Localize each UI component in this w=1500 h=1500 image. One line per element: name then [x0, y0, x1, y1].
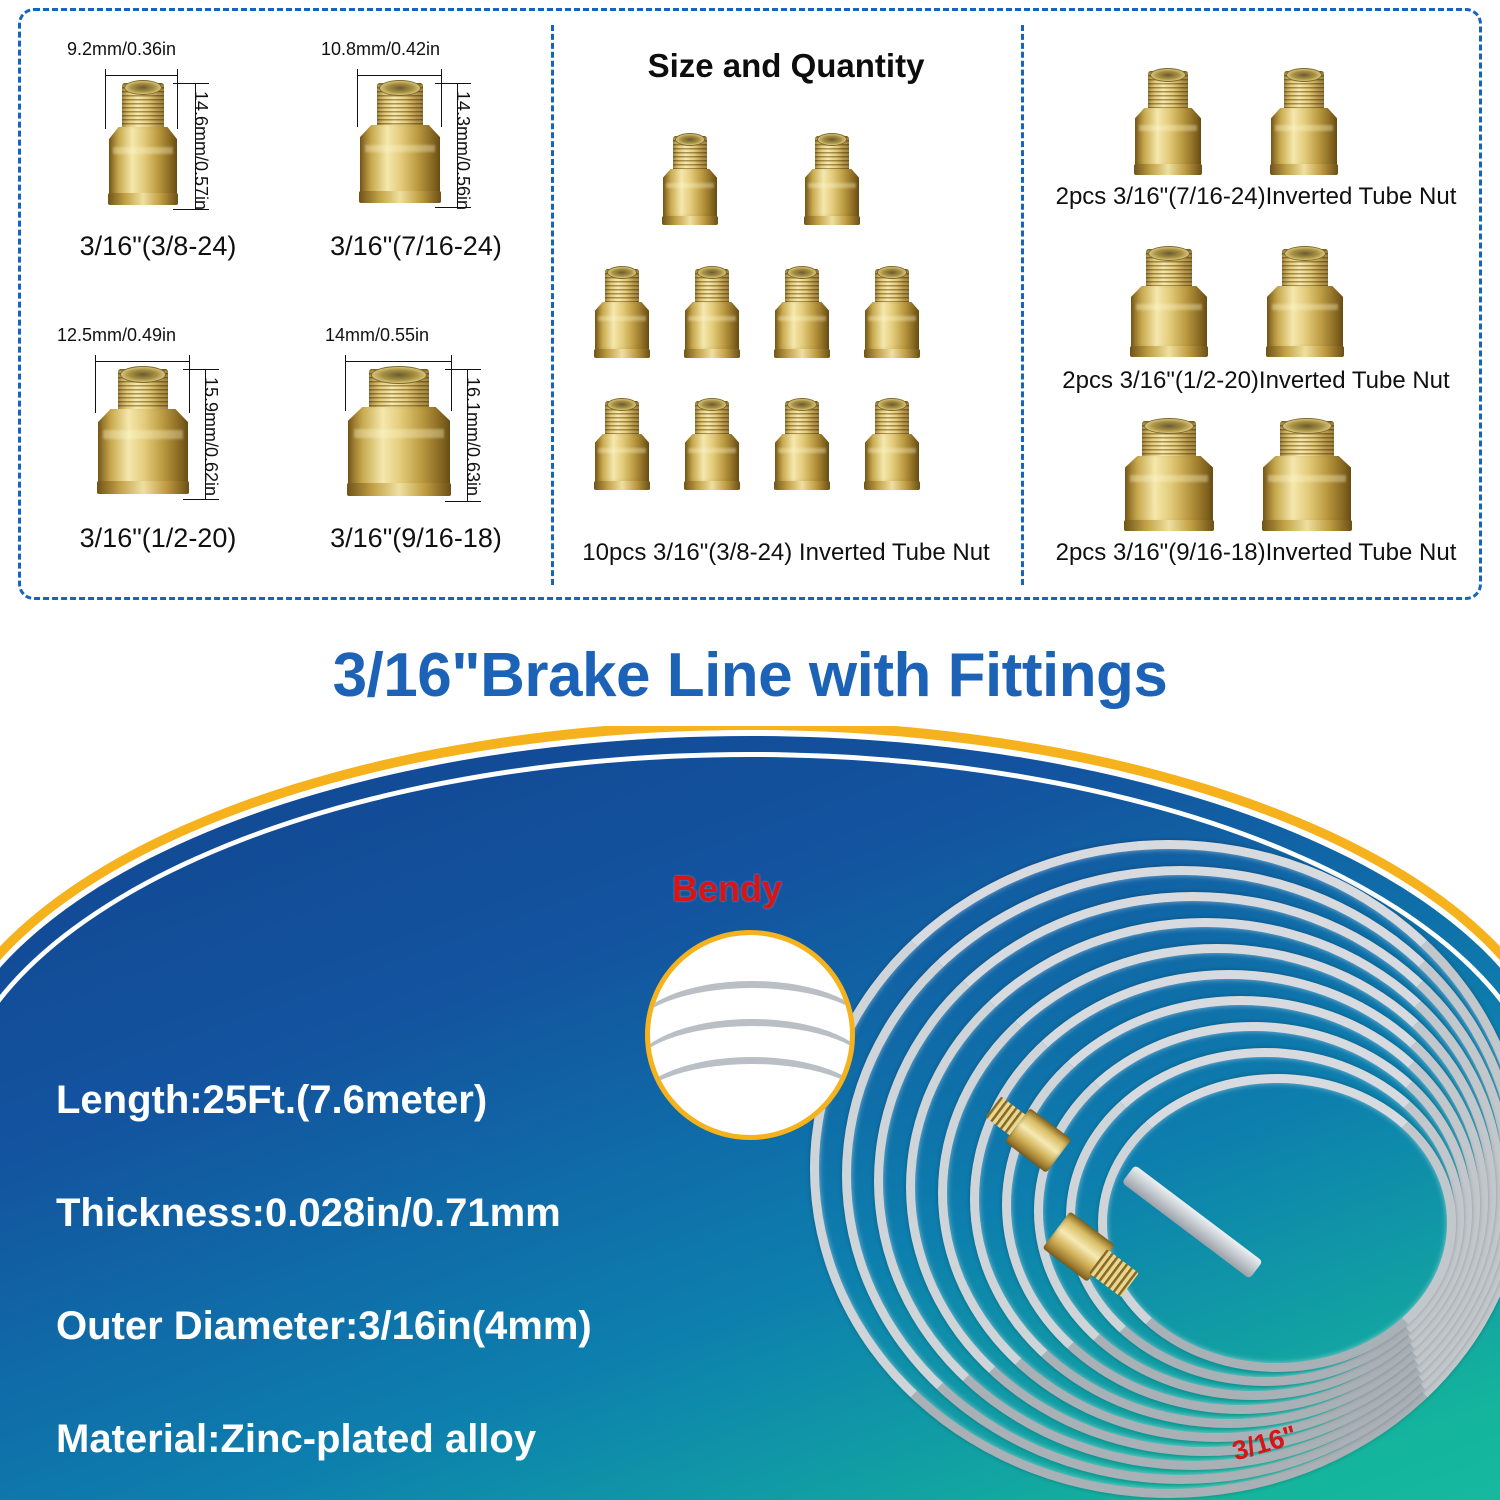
right-nut-9-16-18-a [1123, 421, 1215, 539]
width-dimension-label: 12.5mm/0.49in [57, 325, 177, 345]
nut-top-hole [697, 398, 727, 411]
height-tick-bottom [183, 499, 219, 500]
bendy-label: Bendy [672, 868, 783, 909]
mid-nut-7 [593, 401, 651, 493]
nut-hex-body [663, 169, 717, 223]
nut-top-hole [120, 366, 166, 383]
width-dimension-label: 10.8mm/0.42in [321, 39, 441, 59]
nut-collar [359, 191, 441, 203]
nut-collar [662, 216, 718, 225]
nut-hex-body [1125, 456, 1213, 528]
nut-top-hole [675, 133, 705, 146]
nut-hex-body [805, 169, 859, 223]
tube-size-label: 3/16" [1228, 1419, 1301, 1467]
nut-caption-3-8-24: 3/16"(3/8-24) [79, 231, 237, 261]
nut-collar [864, 349, 920, 358]
nut-hex-body [685, 302, 739, 356]
dim-cell-3-8-24 [33, 29, 283, 279]
nut-top-hole [1148, 246, 1190, 261]
nut-collar [774, 349, 830, 358]
spec-thickness: Thickness:0.028in/0.71mm [56, 1191, 561, 1235]
nut-top-hole [124, 80, 162, 95]
right-nut-1-2-20-a [1129, 249, 1209, 363]
nut-hex-body [1271, 108, 1337, 172]
dim-cell-9-16-18 [291, 317, 541, 567]
nut-top-hole [787, 398, 817, 411]
dim-cell-7-16-24 [291, 29, 541, 279]
nut-top-hole [877, 266, 907, 279]
mid-nut-8 [683, 401, 741, 493]
nut-top-hole [1284, 246, 1326, 261]
nut-hex-body [360, 125, 440, 201]
right-group-caption-1: 2pcs 3/16"(7/16-24)Inverted Tube Nut [1055, 183, 1457, 210]
nut-caption-7-16-24: 3/16"(7/16-24) [330, 231, 502, 261]
brake-line-coil [750, 800, 1500, 1500]
spec-length: Length:25Ft.(7.6meter) [56, 1078, 488, 1122]
nut-graphic-7-16-24 [358, 83, 442, 207]
nut-top-hole [371, 366, 427, 384]
right-group-caption-2: 2pcs 3/16"(1/2-20)Inverted Tube Nut [1062, 367, 1450, 394]
mid-nut-3 [593, 269, 651, 361]
nut-collar [864, 481, 920, 490]
nut-collar [1130, 346, 1208, 357]
width-dimension-label: 14mm/0.55in [325, 325, 430, 345]
height-tick-top [445, 369, 481, 370]
nut-hex-body [1267, 286, 1343, 354]
nut-top-hole [877, 398, 907, 411]
nut-hex-body [109, 127, 177, 203]
mid-nut-4 [683, 269, 741, 361]
nut-hex-body [865, 302, 919, 356]
nut-collar [347, 483, 451, 496]
right-group-caption-3: 2pcs 3/16"(9/16-18)Inverted Tube Nut [1055, 539, 1457, 566]
mid-nut-5 [773, 269, 831, 361]
nut-collar [594, 349, 650, 358]
nut-hex-body [865, 434, 919, 488]
height-dimension-label: 14.6mm/0.57in [191, 91, 211, 211]
nut-collar [1266, 346, 1344, 357]
nut-hex-body [685, 434, 739, 488]
nut-collar [594, 481, 650, 490]
width-tick-left [105, 69, 106, 129]
mid-nut-1 [661, 136, 719, 228]
height-tick-top [435, 83, 471, 84]
nut-top-hole [607, 398, 637, 411]
nut-top-hole [607, 266, 637, 279]
dim-cell-1-2-20 [33, 317, 283, 567]
nut-top-hole [1144, 418, 1194, 434]
middle-quadrant-caption: 10pcs 3/16"(3/8-24) Inverted Tube Nut [582, 539, 990, 566]
nut-hex-body [775, 434, 829, 488]
nut-hex-body [1263, 456, 1351, 528]
height-tick-bottom [445, 501, 481, 502]
coil-ring [1098, 1074, 1456, 1372]
nut-hex-body [348, 407, 450, 493]
right-nut-1-2-20-b [1265, 249, 1345, 363]
spec-list [56, 1078, 776, 1500]
spec-outer-diameter: Outer Diameter:3/16in(4mm) [56, 1304, 592, 1348]
nut-collar [1262, 520, 1352, 531]
nut-caption-1-2-20: 3/16"(1/2-20) [79, 523, 237, 553]
nut-top-hole [817, 133, 847, 146]
height-dimension-label: 14.3mm/0.56in [453, 91, 473, 211]
nut-hex-body [595, 434, 649, 488]
nut-graphic-3-8-24 [107, 83, 179, 209]
nut-hex-body [595, 302, 649, 356]
panel-divider-left [551, 25, 554, 585]
nut-hex-body [98, 409, 188, 491]
right-nut-7-16-24-a [1133, 71, 1203, 179]
spec-panel [18, 8, 1482, 600]
spec-material: Material:Zinc-plated alloy [56, 1417, 537, 1461]
nut-hex-body [1131, 286, 1207, 354]
nut-collar [108, 193, 178, 205]
nut-hex-body [1135, 108, 1201, 172]
nut-hex-body [775, 302, 829, 356]
mid-nut-2 [803, 136, 861, 228]
nut-collar [804, 216, 860, 225]
page-title: 3/16"Brake Line with Fittings [332, 641, 1168, 710]
width-dimension-label: 9.2mm/0.36in [67, 39, 177, 59]
width-dimension-line [95, 361, 189, 362]
nut-top-hole [1150, 68, 1186, 82]
nut-top-hole [697, 266, 727, 279]
nut-graphic-1-2-20 [96, 369, 190, 499]
nut-graphic-9-16-18 [346, 369, 452, 501]
nut-caption-9-16-18: 3/16"(9/16-18) [330, 523, 502, 553]
panel-divider-right [1021, 25, 1024, 585]
width-dimension-line [345, 361, 451, 362]
right-nut-9-16-18-b [1261, 421, 1353, 539]
mid-nut-6 [863, 269, 921, 361]
nut-top-hole [379, 80, 421, 96]
nut-collar [1124, 520, 1214, 531]
width-dimension-line [105, 75, 177, 76]
height-tick-top [183, 369, 219, 370]
nut-collar [1134, 164, 1202, 175]
nut-collar [1270, 164, 1338, 175]
bendy-callout-circle [645, 930, 855, 1140]
hero-banner [0, 726, 1500, 1500]
mid-nut-9 [773, 401, 831, 493]
nut-collar [774, 481, 830, 490]
height-dimension-label: 15.9mm/0.62in [201, 377, 221, 497]
width-dimension-line [357, 75, 441, 76]
nut-top-hole [1282, 418, 1332, 434]
nut-collar [684, 349, 740, 358]
size-and-quantity-title: Size and Quantity [647, 47, 925, 84]
nut-top-hole [787, 266, 817, 279]
mid-nut-10 [863, 401, 921, 493]
nut-collar [97, 481, 189, 494]
nut-collar [684, 481, 740, 490]
right-nut-7-16-24-b [1269, 71, 1339, 179]
height-dimension-label: 16.1mm/0.63in [463, 377, 483, 497]
height-tick-top [173, 83, 209, 84]
nut-top-hole [1286, 68, 1322, 82]
